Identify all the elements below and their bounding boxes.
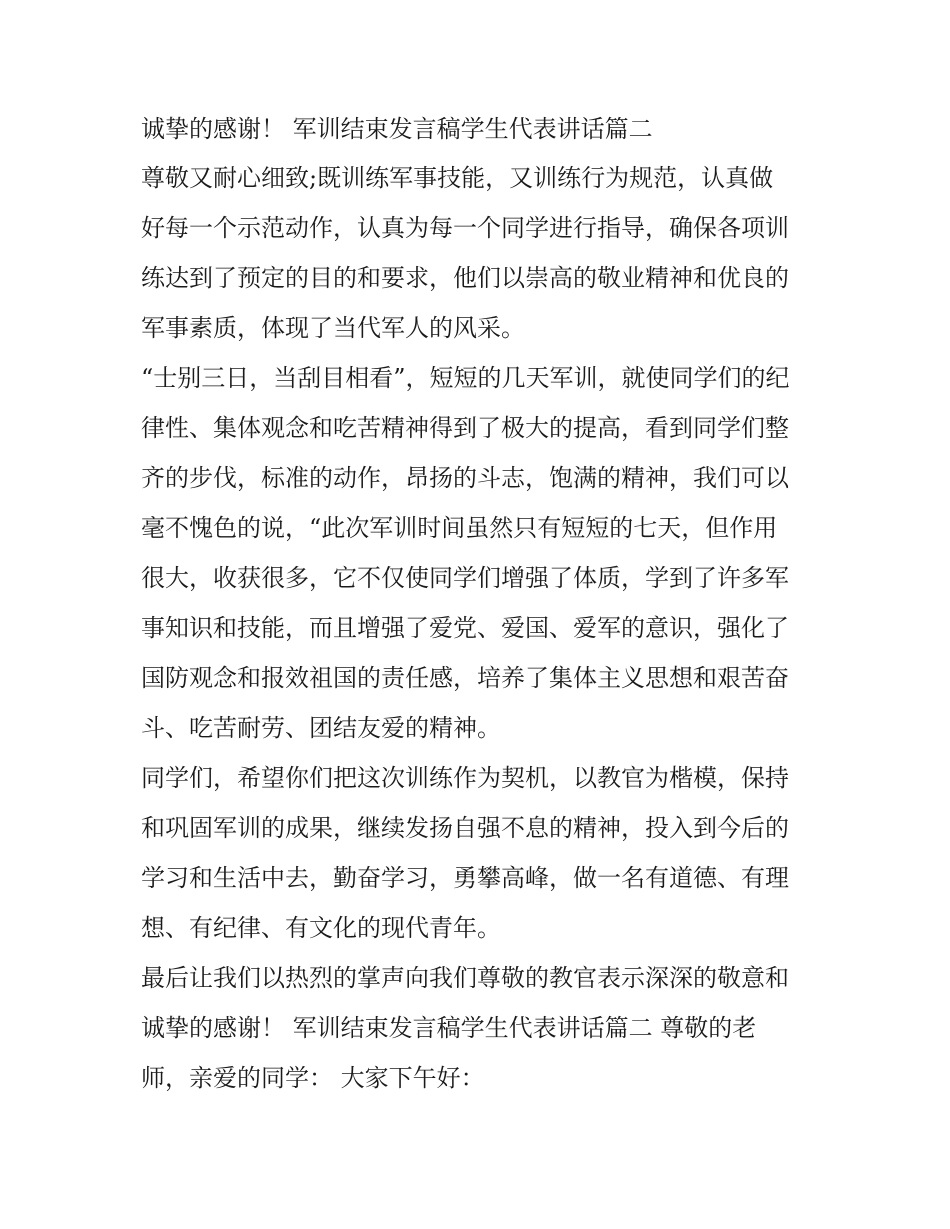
text-line: 律性、集体观念和吃苦精神得到了极大的提高，看到同学们整 (141, 414, 789, 442)
text-line: 同学们，希望你们把这次训练作为契机，以教官为楷模，保持 (141, 764, 789, 792)
text-line: 国防观念和报效祖国的责任感，培养了集体主义思想和艰苦奋 (141, 664, 789, 692)
text-line: 师，亲爱的同学： 大家下午好： (141, 1064, 485, 1092)
text-line: 齐的步伐，标准的动作，昂扬的斗志，饱满的精神，我们可以 (141, 464, 789, 492)
text-line: 诚挚的感谢！ 军训结束发言稿学生代表讲话篇二 (141, 115, 653, 143)
text-line: 和巩固军训的成果，继续发扬自强不息的精神，投入到今后的 (141, 814, 789, 842)
text-line: “士别三日，当刮目相看”，短短的几天军训，就使同学们的纪 (141, 364, 790, 392)
text-line: 尊敬又耐心细致;既训练军事技能，又训练行为规范，认真做 (141, 164, 774, 192)
text-line: 想、有纪律、有文化的现代青年。 (141, 914, 501, 942)
text-line: 学习和生活中去，勤奋学习，勇攀高峰，做一名有道德、有理 (141, 864, 789, 892)
text-line: 最后让我们以热烈的掌声向我们尊敬的教官表示深深的敬意和 (141, 964, 789, 992)
text-line: 斗、吃苦耐劳、团结友爱的精神。 (141, 714, 501, 742)
text-line: 练达到了预定的目的和要求，他们以崇高的敬业精神和优良的 (141, 264, 789, 292)
text-line: 好每一个示范动作，认真为每一个同学进行指导，确保各项训 (141, 214, 789, 242)
text-line: 军事素质，体现了当代军人的风采。 (141, 314, 525, 342)
text-line: 毫不愧色的说，“此次军训时间虽然只有短短的七天，但作用 (141, 514, 778, 542)
text-line: 事知识和技能，而且增强了爱党、爱国、爱军的意识，强化了 (141, 614, 789, 642)
text-line: 诚挚的感谢！ 军训结束发言稿学生代表讲话篇二 尊敬的老 (141, 1014, 757, 1042)
text-line: 很大，收获很多，它不仅使同学们增强了体质，学到了许多军 (141, 564, 789, 592)
